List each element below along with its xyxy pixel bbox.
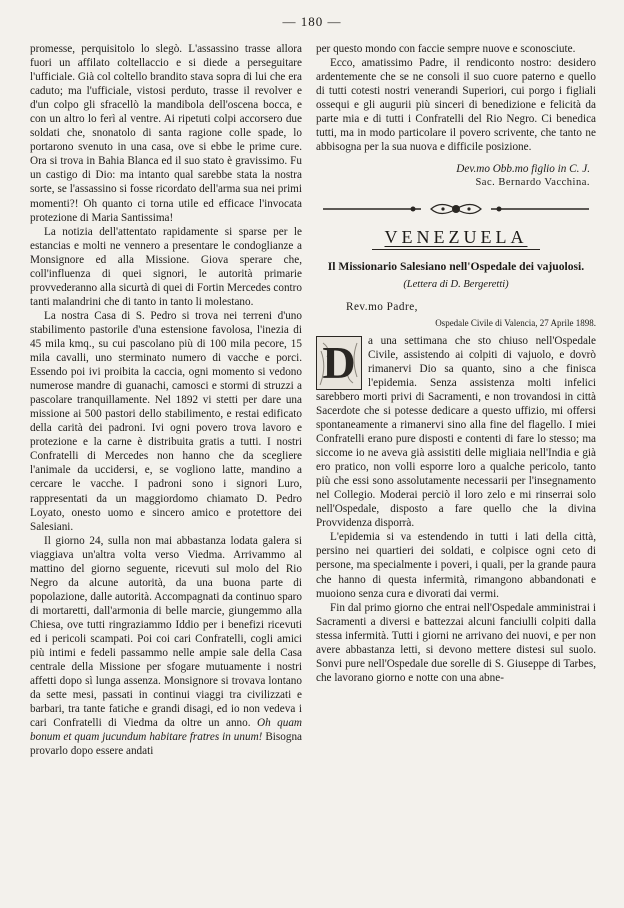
dropcap <box>316 336 362 390</box>
right-column <box>316 42 596 685</box>
paragraph: La nostra Casa di S. Pedro si trova nei terreni d'uno stabilimento pastorile d'una estensione favolosa, l'inezia di 45 mila kmq., su cui pascolano più di 100 mila pecore, 15 mila cavalli, uno sterminato numero di vacche e porci. Essendo poi ivi proibita la caccia, ogni momento si vedono numerose mandre di guanachi, camosci e stormi di struzzi a pascolare tranquillamente. Nel 1892 vi stetti per dare una missione ai 500 pastori dello stabilimento, e restai edificato della carità dei padroni. Ivi ogni povero trova lavoro e protezione e la carne è distribuita gratis a tutti. I nostri Confratelli di Mercedes non hanno che da scegliere l'animale da uccidersi, e, se vogliono latte, mandino a cercare le vacche. I padroni sono i signori Luro, rappresentati da un maggiordomo chiamato D. Pedro Loyato, onesto uomo e sincero amico e protettore dei Salesiani. <box>30 309 302 533</box>
ornament-divider <box>321 198 591 220</box>
paragraph: L'epidemia si va estendendo in tutti i lati della città, persino nei quartieri dei soldati, e colpisce ogni ceto di persone, ma specialmente i poveri, i quali, per la grande paura che hanno di questa infermità, rimangono abbandonati e muoiono senza cura e divorati dai vermi. <box>316 531 596 600</box>
paragraph: per questo mondo con faccie sempre nuove e sconosciute. <box>316 43 576 55</box>
paragraph: Ecco, amatissimo Padre, il rendiconto nostro: desidero ardentemente che se ne consoli il suo cuore paterno e quello di tutti cotesti nostri venerandi Superiori, cui porgo i figliali ossequi e gli augurii più sinceri di benedizione e felicità da parte mia e di tutti i Confratelli del Rio Negro. Ci benedica tutti, ma in modo particolare il povero scrivente, che tanto ne abbisogna per la sua nuova e difficile posizione. <box>316 57 596 154</box>
latin-quote: Oh quam bonum et quam jucundum habitare fratres in unum! <box>30 717 302 744</box>
signature-name: Sac. Bernardo Vacchina. <box>475 177 590 189</box>
section-title: VENEZUELA <box>384 227 528 248</box>
section-rule <box>372 249 540 250</box>
paragraph: Fin dal primo giorno che entrai nell'Ospedale amministrai i Sacramenti a diversi e battezzai alcuni fanciulli colpiti dalla stessa infermità. Tutti i giorni ne arrivano dei nuovi, e per non avere abbastanza letti, si devono mettere distesi sul suolo. Sonvi pure nell'Ospedale due sorelle di S. Giuseppe di Tarbes, che lavorano giorno e notte con una abne- <box>316 601 596 684</box>
paragraph-text: Bisogna provarlo dopo essere andati <box>30 731 302 758</box>
left-column <box>30 42 302 758</box>
signature-closing: Dev.mo Obb.mo figlio in C. J. <box>456 163 590 176</box>
dateline: Ospedale Civile di Valencia, 27 Aprile 1898. <box>435 317 596 328</box>
paragraph-text: Il giorno 24, sulla non mai abbastanza lodata galera si viaggiava un'altra volta verso Viedma. Arrivammo al mattino del giorno seguente, ricevuti sul molo del Rio Negro da alcune autorità, da una buona parte di popolazione, dalle autorità. Accompagnati da continuo sparo di mortaretti, dall'armonia di belle marcie, giungemmo alla Chiesa, ove tutti ringraziammo Iddio per i benefizi ricevuti ed i pericoli scampati. Poi coi cari Confratelli, cogli amici più intimi e fedeli passammo nelle ampie sale della Casa centrale della Missione per sfogare mutuamente i nostri affetti dopo sì lunga assenza. Monsignore si trovava lontano da sette mesi, passati in continui viaggi tra civilizzati e barbari, tra tante fatiche e grandi disagi, ed io non vedeva i cari Confratelli di Viedma da oltre un anno. <box>30 534 302 730</box>
page-number: — 180 — <box>282 14 342 29</box>
dropcap-letter: D <box>322 336 356 388</box>
paragraph: La notizia dell'attentato rapidamente si sparse per le estancias e molti ne vennero a presentare le condoglianze a Monsignore ed alla Missione. Giova sperare che, coll'influenza di quei signori, le autorità primarie provvederanno alla sicurtà di quei di Fortin Mercedes contro tanti malandrini che di tanto in tanto li molestano. <box>30 225 302 308</box>
paragraph: a una settimana che sto chiuso nell'Ospedale Civile, assistendo ai colpiti di vajuolo, e dovrò rimanervi Dio sa quanto, sino a che finisca l'epidemia. Senza assistenza molti infelici sarebbero morti privi di Sacramenti, e non trovandosi in città Sacerdote che si potesse dedicare a questo uffizio, mi offersi spontaneamente a rimanervi sino alla fine del flagello. I miei Confratelli erano pure disposti e contenti di fare lo stesso; ma siccome io ne aveva già assistiti delle migliaia nell'India e già ero pratico, non volli esporre loro a qualche pericolo, tanto più che essi sono assolutamente necessarii per l'insegnamento nel Collegio. Moderai perciò il loro zelo e mi rinserrai solo nell'Ospedale, disposto a fare quello che la divina Provvidenza disporrà. <box>316 334 596 530</box>
article-title: Il Missionario Salesiano nell'Ospedale dei vajuolosi. <box>327 259 585 273</box>
salutation: Rev.mo Padre, <box>346 300 418 313</box>
paragraph: promesse, perquisitolo lo slegò. L'assassino trasse allora fuori un affilato coltellaccio e si diede a perseguitare l'ufficiale. Già col coltello brandito stava sopra di lui che era caduto; ma l'ufficiale, vistosi perduto, trasse il revolver e d'un colpo gli sfracellò la mandibola dell'oscena bocca, e con un altro lo ferì al ventre. Ai ripetuti colpi accorsero due soldati che, snonatolo di santa ragione colle spade, lo portarono svenuto in una casa, ove si ebbe le prime cure. Ora si trova in Bahia Blanca ed il suo stato è gravissimo. Fu un castigo di Dio: ma intanto qual sarebbe stata la nostra sorte, se l'assassino si fosse ricordato dell'arma sua nei primi momenti?! Oh quanto ci torna utile ed efficace l'invocata protezione di Maria Santissima! <box>30 43 302 224</box>
article-subtitle: (Lettera di D. Bergeretti) <box>403 278 509 290</box>
paragraph <box>30 534 302 759</box>
